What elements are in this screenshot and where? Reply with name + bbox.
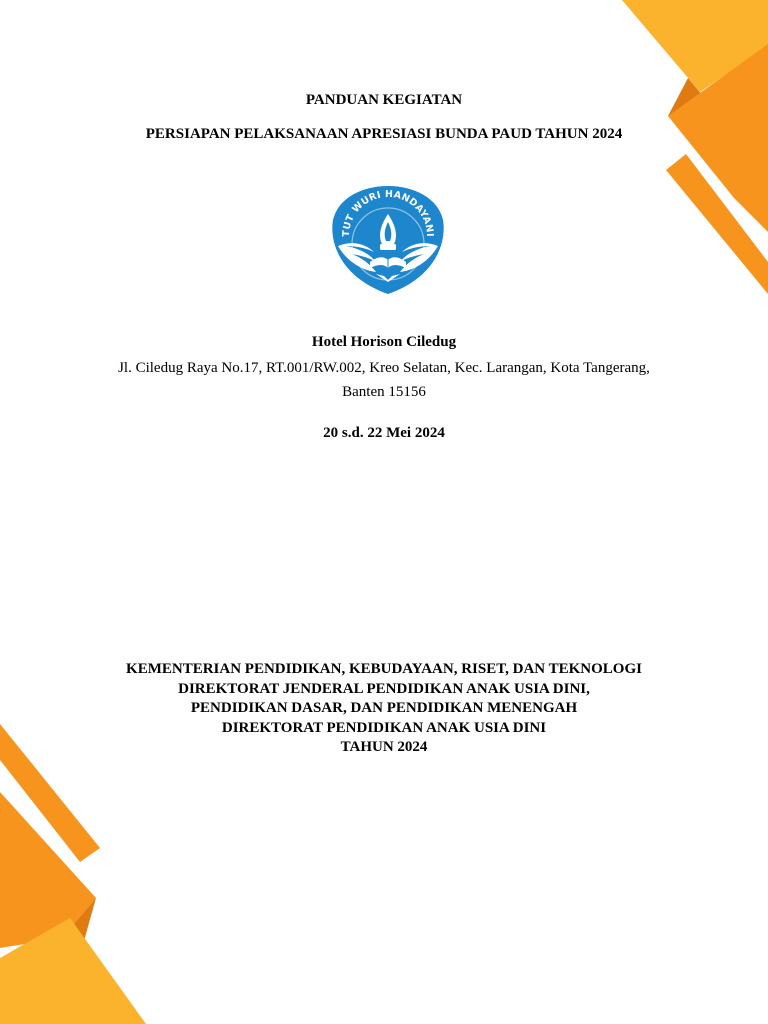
issuer-ministry: KEMENTERIAN PENDIDIKAN, KEBUDAYAAN, RISET, DAN TEKNOLOGI <box>126 661 642 677</box>
venue-address-line-2: Banten 15156 <box>342 384 426 400</box>
issuer-directorate-general: DIREKTORAT JENDERAL PENDIDIKAN ANAK USIA DINI, <box>178 680 590 697</box>
bottom-left-light-triangle <box>0 918 146 1024</box>
bottom-left-orange-block <box>0 792 96 948</box>
document-subheading: PERSIAPAN PELAKSANAAN APRESIASI BUNDA PAUD TAHUN 2024 <box>145 126 623 142</box>
issuer-directorate-general-cont: PENDIDIKAN DASAR, DAN PENDIDIKAN MENENGAH <box>190 700 578 716</box>
top-right-light-triangle <box>622 0 768 92</box>
issuer-block <box>0 660 768 758</box>
tut-wuri-handayani-emblem-icon <box>330 184 446 296</box>
svg-text:TUT WURI HANDAYANI: TUT WURI HANDAYANI <box>340 188 436 238</box>
bottom-left-dark-fold <box>62 898 96 948</box>
venue-address-line-1: Jl. Ciledug Raya No.17, RT.001/RW.002, Kreo Selatan, Kec. Larangan, Kota Tangerang, <box>118 360 650 376</box>
venue-name: Hotel Horison Ciledug <box>311 334 457 350</box>
issuer-year: TAHUN 2024 <box>340 739 428 755</box>
document-heading: PANDUAN KEGIATAN <box>305 92 463 108</box>
event-date: 20 s.d. 22 Mei 2024 <box>323 425 445 441</box>
top-right-orange-stripe <box>666 154 768 294</box>
issuer-directorate: DIREKTORAT PENDIDIKAN ANAK USIA DINI <box>221 719 547 736</box>
